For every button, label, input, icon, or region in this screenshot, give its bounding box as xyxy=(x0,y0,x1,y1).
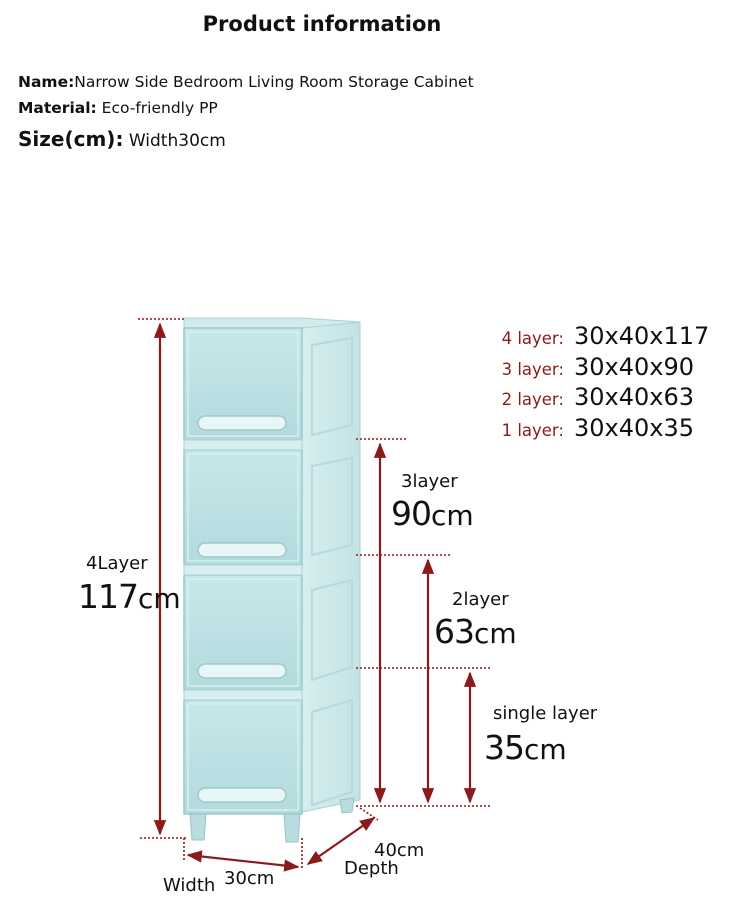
layer-row xyxy=(484,353,709,384)
label-depth: Depth xyxy=(344,858,399,879)
name-value: Narrow Side Bedroom Living Room Storage Cabinet xyxy=(74,73,474,91)
layer-dims: 30x40x35 xyxy=(574,413,695,442)
label-4layer: 4Layer xyxy=(86,553,148,574)
value-63: 63 xyxy=(434,612,474,651)
drawer-layer-3 xyxy=(184,450,302,565)
material-value: Eco-friendly PP xyxy=(96,99,218,117)
layer-dims: 30x40x90 xyxy=(574,352,695,381)
layer-dims: 30x40x117 xyxy=(574,322,710,350)
value-63cm xyxy=(434,612,517,651)
layer-size-list xyxy=(484,322,709,444)
label-2layer: 2layer xyxy=(452,589,509,610)
unit-cm: cm xyxy=(431,499,474,532)
value-117: 117 xyxy=(78,577,138,616)
unit-cm: cm xyxy=(474,617,517,650)
layer-label: 4 layer: xyxy=(501,329,564,348)
layer-row xyxy=(484,383,709,414)
drawer-handle xyxy=(198,543,286,557)
layer-dims: 30x40x63 xyxy=(574,383,695,411)
unit-cm: cm xyxy=(524,733,567,766)
value-90: 90 xyxy=(391,494,431,533)
arrow-width xyxy=(188,855,298,867)
layer-label: 1 layer: xyxy=(501,420,564,440)
layer-label: 3 layer: xyxy=(501,359,564,379)
drawer-handle xyxy=(198,416,286,430)
label-single-layer: single layer xyxy=(493,703,598,724)
value-90cm xyxy=(391,494,474,533)
drawer-layer-2 xyxy=(184,575,302,690)
label-3layer: 3layer xyxy=(401,471,458,492)
value-depth: 40cm xyxy=(374,840,425,861)
name-label: Name: xyxy=(18,73,75,91)
size-value: Width30cm xyxy=(123,131,226,151)
unit-cm: cm xyxy=(138,582,181,615)
material-label: Material: xyxy=(18,99,97,117)
value-117cm xyxy=(78,577,181,616)
value-width: 30cm xyxy=(224,868,275,889)
drawer-layer-1 xyxy=(184,700,302,814)
size-label: Size(cm): xyxy=(18,127,124,151)
cabinet xyxy=(184,318,360,842)
value-35: 35 xyxy=(484,728,524,767)
drawer-handle xyxy=(198,788,286,802)
label-width: Width xyxy=(163,875,216,896)
drawer-handle xyxy=(198,664,286,678)
value-35cm xyxy=(484,728,567,767)
layer-row xyxy=(484,414,709,445)
layer-row xyxy=(484,322,709,353)
page-title: Product information xyxy=(202,12,442,36)
layer-label: 2 layer: xyxy=(501,390,564,409)
drawer-layer-4 xyxy=(184,328,302,440)
